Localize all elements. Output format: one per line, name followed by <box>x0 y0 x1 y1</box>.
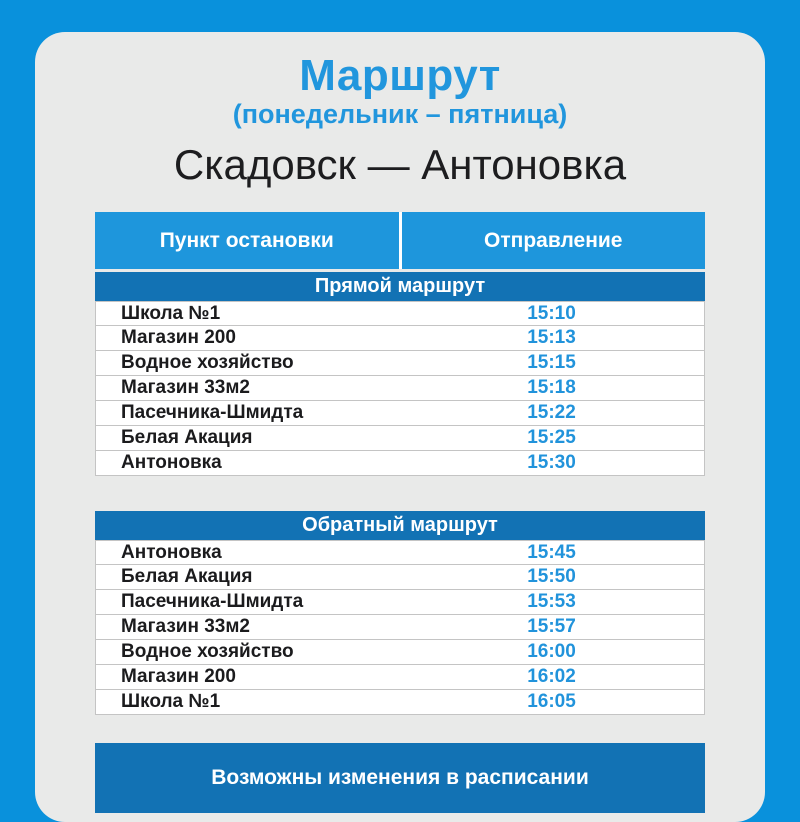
departure-time: 15:57 <box>527 616 576 638</box>
table-column-header <box>95 212 705 269</box>
departure-time: 15:53 <box>527 591 576 613</box>
departure-time: 15:45 <box>527 541 576 563</box>
table-row <box>95 540 705 565</box>
stop-name: Белая Акация <box>121 427 253 449</box>
table-row <box>95 351 705 376</box>
departure-time: 15:10 <box>527 302 576 324</box>
stop-name: Школа №1 <box>121 302 221 324</box>
footer-note: Возможны изменения в расписании <box>95 743 705 813</box>
section-forward-route <box>95 272 705 476</box>
departure-time: 16:02 <box>527 666 576 688</box>
forward-schedule-table <box>95 212 705 476</box>
table-row <box>95 301 705 326</box>
departure-time: 15:15 <box>527 352 576 374</box>
table-row <box>95 426 705 451</box>
departure-time: 15:50 <box>527 566 576 588</box>
stop-name: Пасечника-Шмидта <box>121 591 304 613</box>
page-title: Маршрут <box>299 51 501 100</box>
stop-name: Магазин 33м2 <box>121 377 250 399</box>
stop-name: Водное хозяйство <box>121 352 294 374</box>
departure-time: 16:05 <box>527 691 576 713</box>
return-schedule-table <box>95 511 705 715</box>
stop-name: Белая Акация <box>121 566 253 588</box>
stop-name: Пасечника-Шмидта <box>121 402 304 424</box>
departure-time: 15:22 <box>527 402 576 424</box>
table-row <box>95 640 705 665</box>
table-row <box>95 326 705 351</box>
stop-name: Магазин 200 <box>121 666 236 688</box>
table-row <box>95 401 705 426</box>
stop-name: Антоновка <box>121 541 222 563</box>
departure-time: 15:18 <box>527 377 576 399</box>
stop-name: Магазин 200 <box>121 327 236 349</box>
table-row <box>95 615 705 640</box>
page-subtitle: (понедельник – пятница) <box>232 99 568 130</box>
column-departure-header: Отправление <box>484 228 623 252</box>
stop-name: Водное хозяйство <box>121 641 294 663</box>
route-title: Скадовск — Антоновка <box>173 141 627 189</box>
table-row <box>95 376 705 401</box>
table-row <box>95 590 705 615</box>
section-rows <box>95 540 705 715</box>
departure-time: 15:30 <box>527 452 576 474</box>
stop-name: Антоновка <box>121 452 222 474</box>
table-row <box>95 665 705 690</box>
departure-time: 16:00 <box>527 641 576 663</box>
column-stop-header: Пункт остановки <box>159 228 334 252</box>
stop-name: Магазин 33м2 <box>121 616 250 638</box>
schedule-card <box>35 32 765 822</box>
departure-time: 15:13 <box>527 327 576 349</box>
table-row <box>95 451 705 476</box>
section-title: Прямой маршрут <box>95 272 705 301</box>
section-return-route <box>95 511 705 715</box>
section-title: Обратный маршрут <box>95 511 705 540</box>
table-row <box>95 690 705 715</box>
departure-time: 15:25 <box>527 427 576 449</box>
table-row <box>95 565 705 590</box>
section-rows <box>95 301 705 476</box>
stop-name: Школа №1 <box>121 691 221 713</box>
